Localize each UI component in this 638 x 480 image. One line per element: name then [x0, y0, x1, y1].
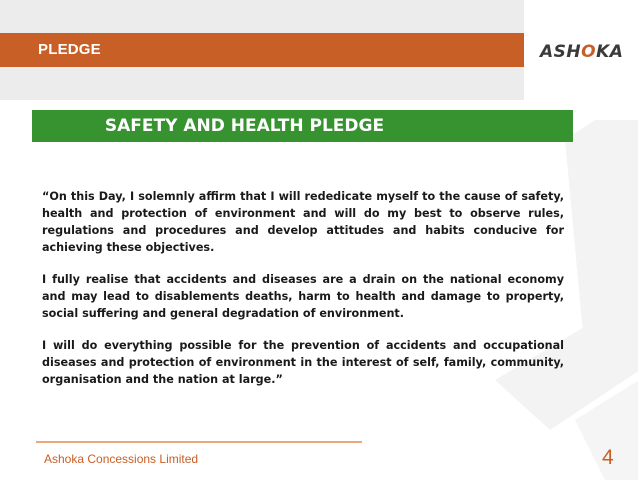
ashoka-logo: ASHOKA [540, 42, 624, 62]
page-number: 4 [602, 446, 614, 469]
pledge-heading: SAFETY AND HEALTH PLEDGE [104, 116, 385, 136]
pledge-paragraph: “On this Day, I solemnly affirm that I will rededicate myself to the cause of safety, health and protection of environment and will do my best to observe rules, regulations and procedures and develop attitudes and habits conducive for achieving these objectives. [42, 190, 564, 254]
slide-title: PLEDGE [38, 41, 101, 58]
pledge-paragraph: I fully realise that accidents and diseases are a drain on the national economy and may lead to disablements deaths, harm to health and damage to property, social suffering and general degradation of environment. [42, 273, 564, 320]
footer-divider [36, 441, 362, 443]
footer-company: Ashoka Concessions Limited [44, 452, 199, 466]
pledge-body [42, 188, 564, 403]
pledge-paragraph: I will do everything possible for the prevention of accidents and occupational diseases and protection of environment in the interest of self, family, community, organisation and the nation at large.” [42, 339, 564, 386]
